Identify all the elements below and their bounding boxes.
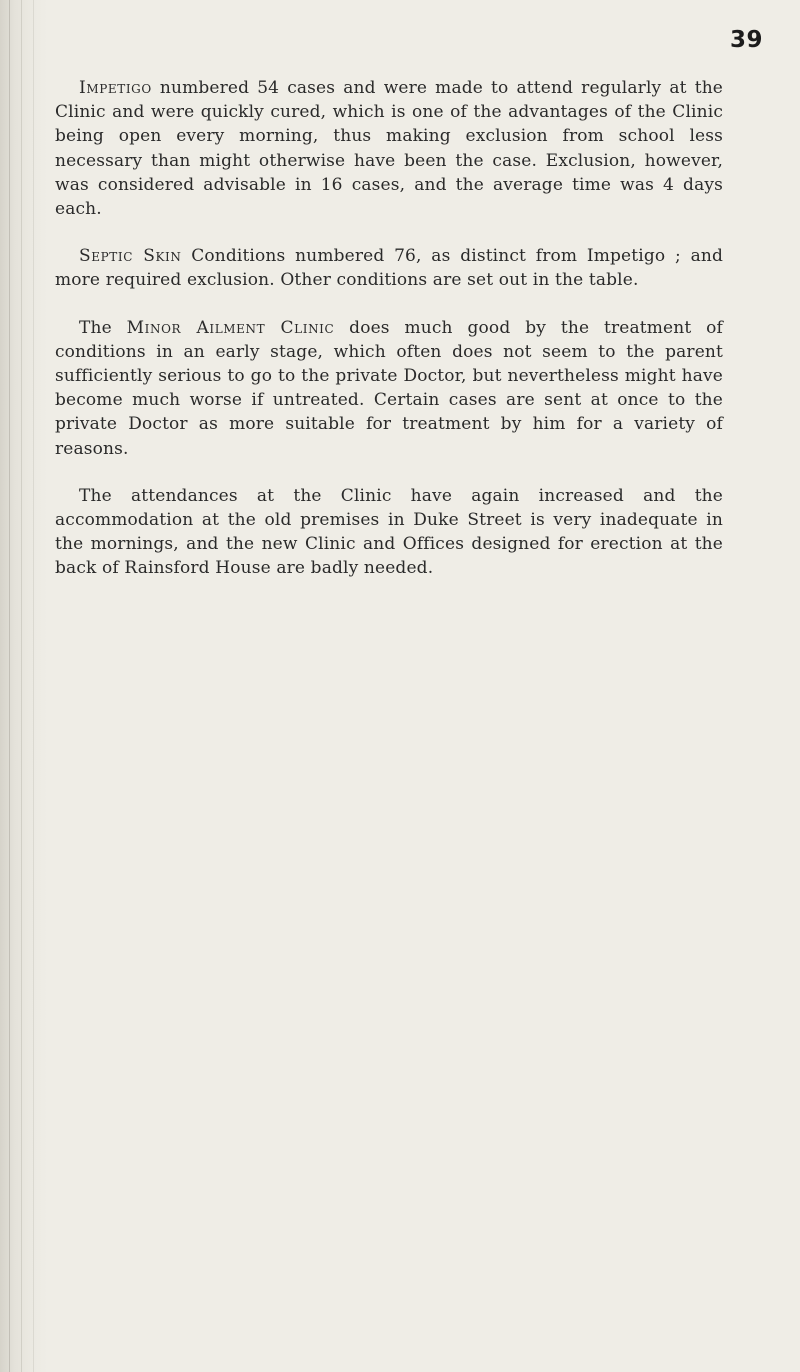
paragraph-body: does much good by the treatment of conditions in an early stage, which often does not seem to the parent sufficiently serious to go to the private Doctor, but nevertheless might have become much worse if untreated. Certain cases are sent at once to the private Doctor as more suitable for treatment by him for a variety of reasons.	[55, 317, 723, 459]
binding-edge-line	[21, 0, 22, 1372]
page-spine-shadow	[0, 0, 48, 1372]
paragraph-lead: Minor Ailment Clinic	[126, 317, 335, 338]
paragraph-septic-skin	[55, 244, 723, 292]
paragraph-impetigo	[55, 76, 723, 221]
binding-edge-line	[33, 0, 34, 1372]
paragraph-lead: Septic Skin	[79, 246, 182, 267]
page-number: 39	[730, 27, 764, 53]
paragraph-body: The attendances at the Clinic have again increased and the accommodation at the old premises in Duke Street is very inadequate in the mornings, and the new Clinic and Offices designed for erection at the back of Rainsford House are badly needed.	[55, 485, 723, 579]
paragraph-lead: Impetigo	[79, 78, 152, 98]
paragraph-body: Conditions numbered 76, as distinct from Impetigo ; and more required exclusion. Other conditions are set out in the table.	[55, 246, 724, 291]
body-text	[55, 76, 723, 604]
paragraph-minor-ailment-clinic	[55, 316, 723, 461]
paragraph-prefix: The	[79, 317, 127, 338]
binding-edge-line	[9, 0, 10, 1372]
paragraph-attendances	[55, 484, 723, 581]
paragraph-body: numbered 54 cases and were made to attend regularly at the Clinic and were quickly cured, which is one of the advantages of the Clinic being open every morning, thus making exclusion from school less necessary than might otherwise have been the case. Exclusion, however, was considered advisable in 16 cases, and the average time was 4 days each.	[55, 78, 723, 220]
